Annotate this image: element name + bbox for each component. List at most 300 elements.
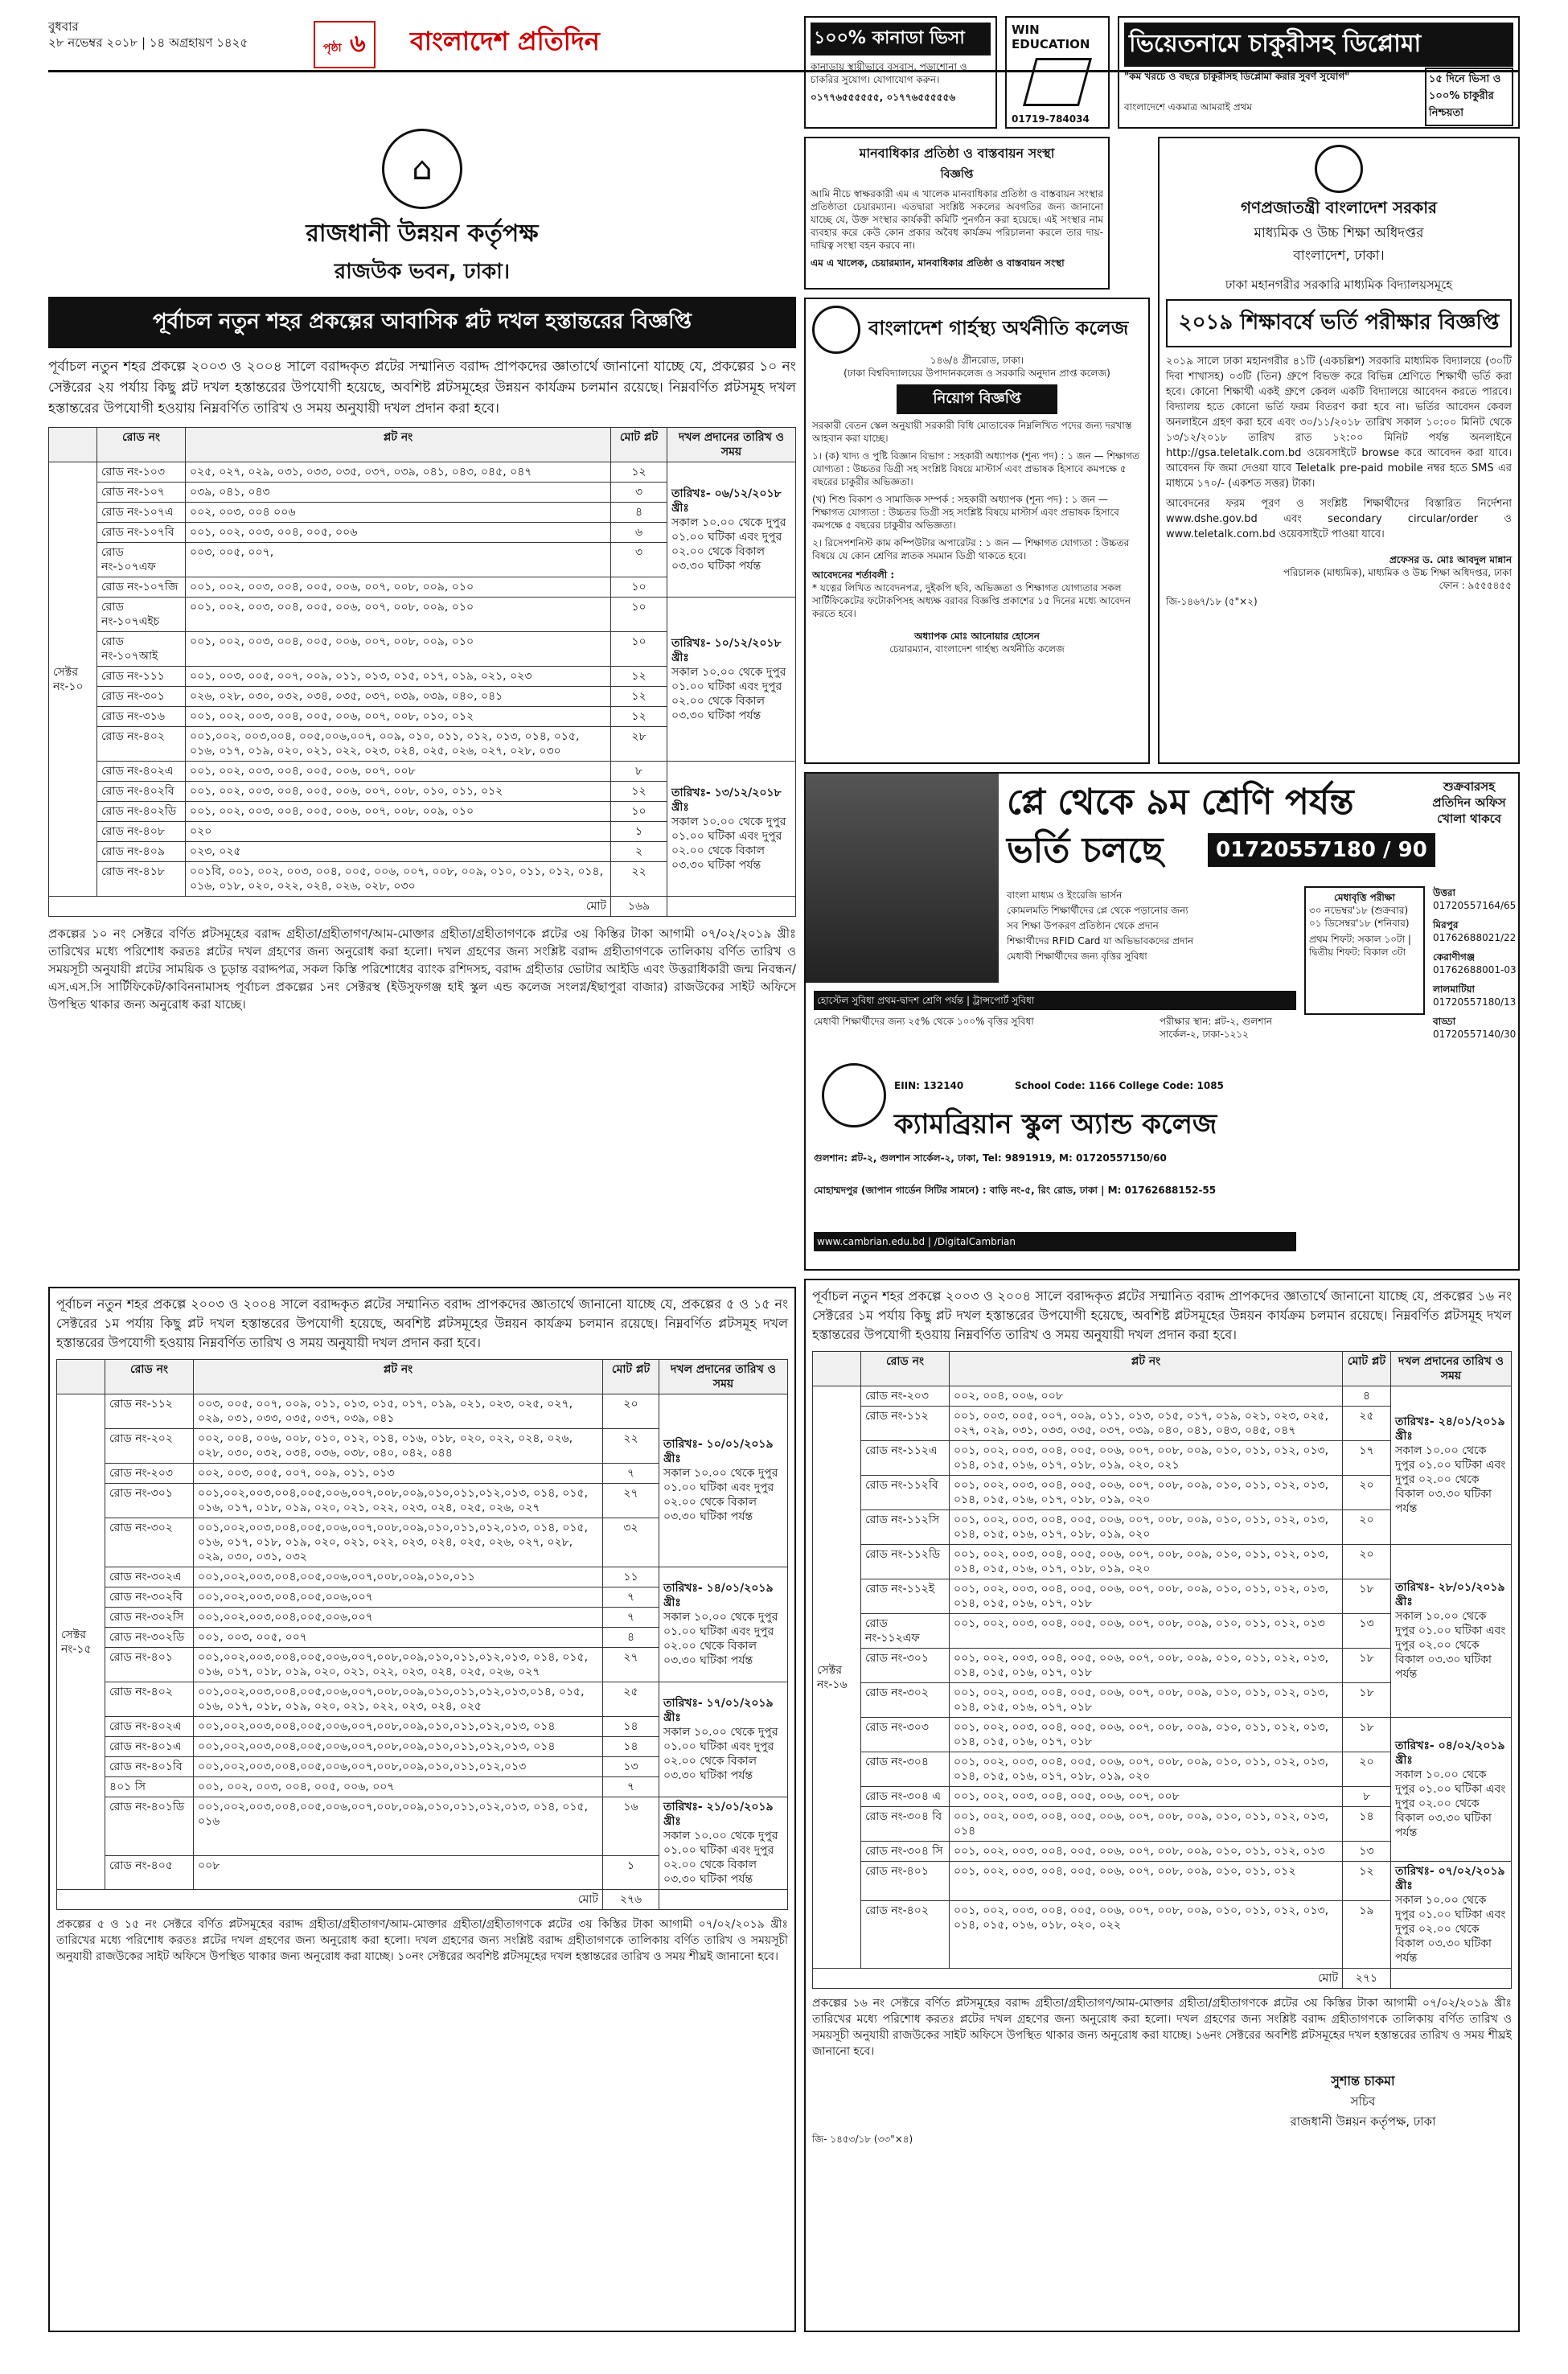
s16-col-plots: প্লট নং (950, 1352, 1343, 1386)
road-cell: রোড নং-২০৩ (105, 1464, 194, 1484)
college-signer-role: চেয়ারম্যান, বাংলাদেশ গার্হস্থ্য অর্থনীতি কলেজ (889, 643, 1065, 655)
branch-area: বাড্ডা (1433, 1016, 1456, 1027)
road-cell: রোড নং-৪০২এ (105, 1717, 194, 1737)
govt-tail: আবেদনের ফরম পূরণ ও সংশ্লিষ্ট শিক্ষার্থীদের বিস্তারিত নির্দেশনা www.dshe.gov.bd এবং secondary circular/order ও www.teletalk.com.bd ওয়েবসাইটে পাওয়া যাবে। (1166, 498, 1512, 540)
sector16-table (812, 1351, 1512, 1989)
govt-role: পরিচালক (মাধ্যমিক), মাধ্যমিক ও উচ্চ শিক্ষা অধিদপ্তর, ঢাকা (1283, 567, 1512, 578)
win-logo-icon (1023, 58, 1092, 106)
road-cell: রোড নং-৪০২বি (97, 782, 186, 802)
total-cell: ২২ (603, 1429, 659, 1464)
sector16-intro: পূর্বাচল নতুন শহর প্রকল্পে ২০০৩ ও ২০০৪ সালে বরাদ্দকৃত প্লটের সম্মানিত বরাদ্দ প্রাপকদের জ্ঞাতার্থে জানানো যাচ্ছে যে, প্রকল্পের ১৬ নং সেক্টরের ১ম পর্যায় কিছু প্লট দখল হস্তান্তরের উপযোগী হয়েছে, অবশিষ্ট প্লটসমূহের উন্নয়ন কার্যক্রম চলমান রয়েছে। নিম্নবর্ণিত প্লটসমূহ দখল হস্তান্তরের উপযোগী হওয়ায় নিম্নবর্ণিত তারিখ ও সময় অনুযায়ী দখল প্রদান করা হবে। (812, 1288, 1512, 1342)
plots-cell: ০০১, ০০৩, ০০৫, ০০৭, ০০৯, ০১১, ০১৩, ০১৫, ০১৭, ০১৯, ০২১, ০২৩ (186, 667, 611, 687)
plots-cell: ০০১, ০০২, ০০৩, ০০৪, ০০৫, ০০৬, ০০৭, ০০৮ (950, 1787, 1343, 1807)
cambrian-scholar: মেধাবী শিক্ষার্থীদের জন্য ২৫% থেকে ১০০% বৃত্তির সুবিধা (814, 1016, 1034, 1027)
total-cell: ১ (611, 822, 667, 842)
signer-role: সচিব (1350, 2094, 1376, 2109)
schedule-cell (659, 1567, 788, 1682)
schedule-time: সকাল ১০.০০ থেকে দুপুর ০১.০০ ঘটিকা এবং দুপুর ০২.০০ থেকে বিকাল ০৩.৩০ ঘটিকা পর্যন্ত (663, 1611, 778, 1667)
road-cell: রোড নং-৩০২ডি (105, 1628, 194, 1648)
road-cell: রোড নং-৩০২এ (105, 1567, 194, 1587)
total-cell: ১২ (611, 462, 667, 483)
schedule-date: তারিখঃ- ১৩/১২/২০১৮ খ্রীঃ (671, 786, 782, 814)
schedule-cell (659, 1682, 788, 1797)
govt-signer: প্রফেসর ড. মোঃ আবদুল মান্নান (1389, 554, 1512, 565)
total-cell: ১০ (611, 598, 667, 632)
plots-cell: ০০১,০০২,০০৩,০০৪,০০৫,০০৬,০০৭ (194, 1587, 603, 1608)
canada-title: ১০০% কানাডা ভিসা (811, 23, 991, 55)
total-cell: ১৪ (603, 1717, 659, 1737)
plots-cell: ০০১,০০২,০০৩,০০৪,০০৫,০০৬,০০৭,০০৮,০০৯,০১০,০১১,০১২,০১৩, ০১৪ (194, 1737, 603, 1757)
road-cell: রোড নং-৪০২ (105, 1682, 194, 1717)
cambrian-venue: পরীক্ষার স্থান: প্লট-২, গুলশান সার্কেল-২, ঢাকা-১২১২ (1160, 1016, 1273, 1040)
plots-cell: ০২০ (186, 822, 611, 842)
schedule-date: তারিখঃ- ১০/১২/২০১৮ খ্রীঃ (671, 636, 782, 664)
plots-cell: ০০১, ০০২, ০০৩, ০০৪, ০০৫, ০০৬, ০০৭ (194, 1777, 603, 1797)
s15-col-plots: প্লট নং (194, 1360, 603, 1394)
govt-emblem-icon (1315, 145, 1363, 193)
plots-cell: ০০১,০০২,০০৩,০০৪,০০৫,০০৬,০০৭,০০৮,০০৯,০১০,০১১,০১২,০১৩, ০১৪, ০১৫, ০১৬, ০১৭, ০১৮, ০১৯, ০২০, ০২১, ০২২, ০২৩, ০২৪, ০২৫, ০২৬, ০২৭ (194, 1484, 603, 1518)
college-item-2: (খ) শিশু বিকাশ ও সামাজিক সম্পর্ক : সহকারী অধ্যাপক (শূন্য পদ) : ১ জন — শিক্ষাগত যোগ্যতা : উচ্চতর ডিগ্রী সহ সংশ্লিষ্ট বিষয়ে মাস্টার্স এবং প্রভাষক হিসাবে কমপক্ষে ৫ বছরের চাকুরীর অভিজ্ঞতা। (812, 494, 1119, 531)
win-brand: WIN EDUCATION (1012, 23, 1090, 51)
cambrian-head2: ভর্তি চলছে (1007, 830, 1164, 871)
plots-cell: ০০১, ০০২, ০০৩, ০০৪, ০০৫, ০০৬, ০০৭, ০০৮, ০০৯, ০১০, ০১১, ০১২, ০১৩, ০১৪, ০১৫, ০১৬, ০১৭, ০১৮ (950, 1718, 1343, 1752)
plots-cell: ০০১,০০২,০০৩,০০৪,০০৫,০০৬,০০৭,০০৮,০০৯,০১০,০১১,০১২,০১৩, ০১৪, ০১৫, ০১৬ (194, 1797, 603, 1856)
schedule-date: তারিখঃ- ২৪/০১/২০১৯ খ্রীঃ (1395, 1415, 1505, 1443)
plots-cell: ০২৫, ০২৭, ০২৯, ০৩১, ০৩৩, ০৩৫, ০৩৭, ০৩৯, ০৪১, ০৪৩, ০৪৫, ০৪৭ (186, 462, 611, 483)
students-photo (806, 774, 999, 983)
total-cell: ৩ (611, 483, 667, 503)
masthead-date: ২৮ নভেম্বর ২০১৮ | ১৪ অগ্রহায়ণ ১৪২৫ (48, 35, 248, 50)
branch-badda (1433, 1015, 1517, 1041)
road-cell: রোড নং-৪০১বি (105, 1757, 194, 1777)
govt-intro: ঢাকা মহানগরীর সরকারি মাধ্যমিক বিদ্যালয়সমূহে (1225, 277, 1453, 292)
total-cell: ১৪ (603, 1737, 659, 1757)
schedule-date: তারিখঃ- ১৭/০১/২০১৯ খ্রীঃ (663, 1697, 774, 1724)
schedule-date: তারিখঃ- ২৮/০১/২০১৯ খ্রীঃ (1395, 1581, 1505, 1608)
s16-col-sector (813, 1352, 861, 1386)
schedule-date: তারিখঃ- ০৪/০২/২০১৯ খ্রীঃ (1395, 1739, 1505, 1767)
total-blank (1391, 1969, 1512, 1989)
total-cell: ১৮ (1343, 1649, 1391, 1683)
hr-sub: বিজ্ঞপ্তি (940, 168, 974, 181)
total-cell: ২০ (1343, 1545, 1391, 1579)
road-cell: রোড নং-৩০৪ সি (861, 1842, 950, 1862)
table-row (813, 1718, 1512, 1752)
table-row (49, 598, 796, 632)
total-cell: ১২ (611, 667, 667, 687)
govt-loc: বাংলাদেশ, ঢাকা। (1293, 248, 1385, 264)
hr-sign: এম এ খালেক, চেয়ারম্যান, মানবাধিকার প্রতিষ্ঠা ও বাস্তবায়ন সংস্থা (811, 257, 1065, 269)
road-cell: রোড নং-৪০১ (105, 1648, 194, 1682)
total-cell: ২২ (611, 862, 667, 897)
total-blank (667, 897, 796, 917)
col-schedule: দখল প্রদানের তারিখ ও সময় (667, 428, 796, 462)
table-row (57, 1682, 788, 1717)
total-cell: ২৮ (611, 727, 667, 762)
road-cell: রোড নং-৩০৪ বি (861, 1807, 950, 1842)
page-no: ৬ (350, 30, 366, 58)
table-row (813, 1386, 1512, 1407)
plots-cell: ০০১, ০০২, ০০৩, ০০৪, ০০৫, ০০৬, ০০৭, ০০৮, ০০৯, ০১০, ০১১, ০১২, ০১৩, ০১৪, ০১৫, ০১৬, ০১৭, ০১৮, ০১৯, ০২০ (950, 1476, 1343, 1510)
total-cell: ২০ (1343, 1476, 1391, 1510)
plots-cell: ০০১, ০০২, ০০৩, ০০৪, ০০৫, ০০৬, ০০৭, ০০৮, ০১০, ০১২ (186, 707, 611, 727)
branch-area: উত্তরা (1433, 887, 1456, 898)
plots-cell: ০০১, ০০২, ০০৩, ০০৪, ০০৫, ০০৬, ০০৭, ০০৮, ০০৯, ০১০, ০১১, ০১২, ০১৩, ০১৪, ০১৫, ০১৬, ০১৭, ০১৮ (950, 1683, 1343, 1718)
page-label: পৃষ্ঠা (323, 42, 342, 55)
cambrian-ad (804, 772, 1520, 1271)
branch-area: মিরপুর (1433, 919, 1459, 930)
college-lead: সরকারী বেতন স্কেল অনুযায়ী সরকারী বিধি মোতাবেক নিম্নলিখিত পদের জন্য দরখাস্ত আহবান করা যাচ্ছে। (812, 420, 1132, 444)
sector15-table (56, 1359, 788, 1910)
rajuk-sector10-notice: প্রকল্পের ১০ নং সেক্টরে বর্ণিত প্লটসমূহের বরাদ্দ গ্রহীতা/গ্রহীতাগণ/আম-মোক্তার গ্রহীতা/গ্রহীতাগণকে প্লটের ৩য় কিস্তির টাকা আগামী ০৭/০২/২০১৯ খ্রীঃ তারিখের মধ্যে পরিশোধ করতঃ প্লটের দখল গ্রহণের জন্য অনুরোধ করা হলো। দখল গ্রহণের জন্য সংশ্লিষ্ট বরাদ্দ গ্রহীতাগণকে তালিকায় বর্ণিত তারিখ ও সময়সূচী অনুযায়ী প্লটের সাময়িক ও চূড়ান্ত বরাদ্দপত্র, সকল কিস্তি পরিশোধের ব্যাংক রশিদসহ, বরাদ্দ গ্রহীতার ভোটার আইডি এবং উত্তরাধিকারী জন্ম নিবন্ধন/এস.এস.সি সার্টিফিকেট/কাবিননামাসহ পূর্বাচল প্রকল্পের ১নং সেক্টরস্থ (ইউসুফগঞ্জ হাই স্কুল এন্ড কলেজ সংলগ্ন/ইছাপুরা বাজার) রাজউকের সাইট অফিসে উপস্থিত থাকার জন্য অনুরোধ করা যাচ্ছে। (48, 926, 796, 1012)
cambrian-hostel: হোস্টেল সুবিধা প্রথম-দ্বাদশ শ্রেণি পর্যন্ত | ট্রান্সপোর্ট সুবিধা (814, 991, 1296, 1010)
s16-col-road: রোড নং (861, 1352, 950, 1386)
branch-lalmatia (1433, 983, 1517, 1008)
total-label: মোট (57, 1890, 603, 1910)
total-cell: ৭ (603, 1608, 659, 1628)
road-cell: রোড নং-২০৩ (861, 1386, 950, 1407)
sector-cell: সেক্টর নং-১৬ (813, 1386, 861, 1969)
plots-cell: ০০১, ০০২, ০০৩, ০০৪, ০০৫, ০০৬, ০০৭, ০০৮, ০০৯, ০১০, ০১১, ০১২, ০১৩, ০১৪, ০১৫, ০১৬, ০১৭, ০১৮ (950, 1579, 1343, 1614)
cambrian-side: শুক্রবারসহ প্রতিদিন অফিস খোলা থাকবে (1432, 779, 1506, 826)
road-cell: রোড নং-৩০১ (105, 1484, 194, 1518)
plots-cell: ০০২, ০০৩, ০০৫, ০০৭, ০০৯, ০১১, ০১৩ (194, 1464, 603, 1484)
feature-3: সব শিক্ষা উপকরণ প্রতিষ্ঠান থেকে প্রদান (1007, 920, 1159, 931)
plots-cell: ০০১, ০০২, ০০৩, ০০৪, ০০৫, ০০৬, ০০৭, ০০৮, ০১০, ০১১, ০১২ (186, 782, 611, 802)
total-blank (659, 1890, 788, 1910)
college-notice-title: নিয়োগ বিজ্ঞপ্তি (897, 384, 1057, 414)
feature-4: শিক্ষার্থীদের RFID Card যা অভিভাবকদের প্রদান (1007, 935, 1194, 947)
road-cell: রোড নং-৪০১এ (105, 1737, 194, 1757)
branch-keraniganj (1433, 951, 1517, 976)
total-cell: ২০ (1343, 1510, 1391, 1545)
road-cell: ৪০১ সি (105, 1777, 194, 1797)
total-cell: ১২ (611, 687, 667, 707)
rajuk-intro: পূর্বাচল নতুন শহর প্রকল্পে ২০০৩ ও ২০০৪ সালে বরাদ্দকৃত প্লটের সম্মানিত বরাদ্দ প্রাপকদের জ্ঞাতার্থে জানানো যাচ্ছে যে, প্রকল্পের ১০ নং সেক্টরের ২য় পর্যায় কিছু প্লট দখল হস্তান্তরের উপযোগী হয়েছে, অবশিষ্ট প্লটসমূহের উন্নয়ন কার্যক্রম চলমান রয়েছে। নিম্নবর্ণিত প্লটসমূহ দখল হস্তান্তরের উপযোগী হওয়ায় নিম্নবর্ণিত তারিখ ও সময় অনুযায়ী দখল প্রদান করা হবে। (48, 359, 796, 417)
plots-cell: ০০১, ০০২, ০০৩, ০০৪, ০০৫, ০০৬, ০০৭, ০০৮, ০০৯, ০১০, ০১১, ০১২, ০১৩, ০১৪, ০১৫, ০১৬, ০১৭, ০১৮, ০১৯, ০২০ (950, 1545, 1343, 1579)
page-number (314, 21, 376, 68)
total-row (813, 1969, 1512, 1989)
total-value: ২৭৬ (603, 1890, 659, 1910)
plots-cell: ০০১, ০০৩, ০০৫, ০০৭, ০০৯, ০১১, ০১৩, ০১৫, ০১৭, ০১৯, ০২১, ০২৩, ০২৫, ০২৭, ০২৯, ০৩১, ০৩৩, ০৩৫, ০৩৭, ০৩৯, ০৪০, ০৪১, ০৪৩, ০৪৫, ০৪৭ (950, 1407, 1343, 1441)
road-cell: রোড নং-৩০৪ (861, 1752, 950, 1787)
total-cell: ৮ (1343, 1787, 1391, 1807)
total-cell: ২০ (603, 1394, 659, 1429)
road-cell: রোড নং-১০৭এফ (97, 543, 186, 577)
table-row (49, 762, 796, 782)
total-value: ১৬৯ (611, 897, 667, 917)
total-cell: ১০ (611, 802, 667, 822)
plots-cell: ০০১, ০০২, ০০৩, ০০৪, ০০৫, ০০৬ (186, 523, 611, 543)
table-row (57, 1567, 788, 1587)
s15-col-schedule: দখল প্রদানের তারিখ ও সময় (659, 1360, 788, 1394)
schedule-time: সকাল ১০.০০ থেকে দুপুর ০১.০০ ঘটিকা এবং দুপুর ০২.০০ থেকে বিকাল ০৩.৩০ ঘটিকা পর্যন্ত (1395, 1894, 1506, 1965)
sector10-table (48, 427, 796, 917)
col-sector (49, 428, 97, 462)
total-cell: ৩ (611, 543, 667, 577)
branch-phone: 01720557180/13 (1433, 996, 1517, 1008)
plots-cell: ০০৩, ০০৫, ০০৭, (186, 543, 611, 577)
plots-cell: ০০২, ০০৩, ০০৪ ০০৬ (186, 503, 611, 523)
cambrian-logo-icon (822, 1063, 886, 1127)
merit-box (1304, 886, 1425, 1015)
signer-name: সুশান্ত চাকমা (1331, 2073, 1395, 2089)
branch-mirpur (1433, 918, 1517, 944)
schedule-date: তারিখঃ- ০৭/০২/২০১৯ খ্রীঃ (1395, 1865, 1505, 1892)
road-cell: রোড নং-৪০২এ (97, 762, 186, 782)
road-cell: রোড নং-৪০২ (97, 727, 186, 762)
total-cell: ৪ (611, 503, 667, 523)
schedule-time: সকাল ১০.০০ থেকে দুপুর ০১.০০ ঘটিকা এবং দুপুর ০২.০০ থেকে বিকাল ০৩.৩০ ঘটিকা পর্যন্ত (1395, 1768, 1506, 1839)
signer-org: রাজধানী উন্নয়ন কর্তৃপক্ষ, ঢাকা (1290, 2114, 1436, 2129)
road-cell: রোড নং-১০৭আই (97, 632, 186, 667)
cambrian-branches (1433, 886, 1517, 1041)
cambrian-features (1007, 886, 1296, 965)
college-name: বাংলাদেশ গার্হস্থ্য অর্থনীতি কলেজ (868, 317, 1129, 339)
college-addr: ১৪৬/৪ গ্রীনরোড, ঢাকা। (930, 355, 1024, 366)
total-label: মোট (49, 897, 611, 917)
total-row (57, 1890, 788, 1910)
rajuk-address: রাজউক ভবন, ঢাকা। (334, 260, 511, 284)
rajuk-notice-sector10 (48, 129, 796, 1271)
total-cell: ১০ (611, 632, 667, 667)
college-item-1: ১। (ক) খাদ্য ও পুষ্টি বিজ্ঞান বিভাগ : সহকারী অধ্যাপক (শূন্য পদ) : ১ জন — শিক্ষাগত যোগ্যতা : উচ্চতর ডিগ্রী সহ সংশ্লিষ্ট বিষয়ে মাস্টার্স এবং প্রভাষক হিসাবে কমপক্ষে ৫ বছরের চাকুরীর অভিজ্ঞতা। (812, 450, 1139, 487)
feature-5: মেধাবী শিক্ষার্থীদের জন্য বৃত্তির সুবিধা (1007, 951, 1147, 962)
cambrian-addr1: গুলশান: প্লট-২, গুলশান সার্কেল-২, ঢাকা, Tel: 9891919, M: 01720557150/60 (814, 1152, 1167, 1164)
masthead-day: বুধবার (48, 19, 79, 34)
branch-uttara (1433, 886, 1517, 912)
road-cell: রোড নং-২০২ (105, 1429, 194, 1464)
col-plots: প্লট নং (186, 428, 611, 462)
college-terms: * যত্নের লিখিত আবেদনপত্র, দুইকপি ছবি, অভিজ্ঞতা ও শিক্ষাগত যোগ্যতার সকল সার্টিফিকেটের ফটোকপিসহ অধ্যক্ষ বরাবর বিজ্ঞপ্তি প্রকাশের ১৫ দিনের মধ্যে আবেদন করতে হবে। (812, 582, 1131, 619)
road-cell: রোড নং-১০৭জি (97, 577, 186, 598)
road-cell: রোড নং-৩০১ (97, 687, 186, 707)
rajuk-notice-sector16 (804, 1279, 1520, 2332)
sector15-notice: প্রকল্পের ৫ ও ১৫ নং সেক্টরে বর্ণিত প্লটসমূহের বরাদ্দ গ্রহীতা/গ্রহীতাগণ/আম-মোক্তার গ্রহীতা/গ্রহীতাগণকে প্লটের ৩য় কিস্তির টাকা আগামী ০৭/০২/২০১৯ খ্রীঃ তারিখের মধ্যে পরিশোধ করতঃ প্লটের দখল গ্রহণের জন্য অনুরোধ করা হলো। দখল গ্রহণের জন্য সংশ্লিষ্ট বরাদ্দ গ্রহীতাগণকে তালিকায় বর্ণিত তারিখ ও সময়সূচী অনুযায়ী রাজউকের সাইট অফিসে উপস্থিত থাকার জন্য অনুরোধ করা যাচ্ছে। ১০নং সেক্টরের অবশিষ্ট প্লটসমূহের দখল হস্তান্তরের তারিখ ও সময় শীঘ্রই জানানো হবে। (56, 1918, 788, 1963)
total-cell: ৮ (611, 762, 667, 782)
vietnam-badge: ১৫ দিনে ভিসা ও ১০০% চাকুরীর নিশ্চয়তা (1425, 68, 1513, 126)
total-cell: ৭ (603, 1587, 659, 1608)
canada-ad (804, 16, 997, 129)
schedule-time: সকাল ১০.০০ থেকে দুপুর ০১.০০ ঘটিকা এবং দুপুর ০২.০০ থেকে বিকাল ০৩.৩০ ঘটিকা পর্যন্ত (1395, 1610, 1506, 1681)
schedule-cell (1391, 1862, 1512, 1969)
total-cell: ১৩ (1343, 1842, 1391, 1862)
total-cell: ১২ (611, 782, 667, 802)
plots-cell: ০০১, ০০২, ০০৩, ০০৪, ০০৫, ০০৬, ০০৭, ০০৮, ০০৯, ০১০, ০১১, ০১২ (950, 1862, 1343, 1901)
human-rights-ad (804, 137, 1110, 290)
plots-cell: ০০১বি, ০০১, ০০২, ০০৩, ০০৪, ০০৫, ০০৬, ০০৭, ০০৮, ০০৯, ০১০, ০১১, ০১২, ০১৪, ০১৬, ০১৮, ০২০, ০২২, ০২৪, ০২৬, ০২৮, ০৩০ (186, 862, 611, 897)
plots-cell: ০০১, ০০২, ০০৩, ০০৪, ০০৫, ০০৬, ০০৭, ০০৮, ০০৯, ০১০ (186, 802, 611, 822)
canada-phone: ০১৭৭৬৫৫৫৫৫৫, ০১৭৭৬৫৫৫৫৫৬ (811, 92, 956, 103)
col-road: রোড নং (97, 428, 186, 462)
plots-cell: ০০১, ০০২, ০০৩, ০০৪, ০০৫, ০০৬, ০০৭, ০০৮, ০০৯, ০১০, ০১১, ০১২, ০১৩, ০১৪, ০১৫, ০১৬, ০১৭, ০১৮, ০১৯, ০২০ (950, 1752, 1343, 1787)
college-signer: অধ্যাপক মোঃ আনোয়ার হোসেন (914, 630, 1040, 642)
schedule-time: সকাল ১০.০০ থেকে দুপুর ০১.০০ ঘটিকা এবং দুপুর ০২.০০ থেকে বিকাল ০৩.৩০ ঘটিকা পর্যন্ত (663, 1467, 778, 1523)
schedule-date: তারিখঃ- ০৬/১২/২০১৮ খ্রীঃ (671, 487, 782, 515)
branch-phone: 01720557140/30 (1433, 1029, 1517, 1040)
total-row (49, 897, 796, 917)
road-cell: রোড নং-১১২বি (861, 1476, 950, 1510)
road-cell: রোড নং-৩১৬ (97, 707, 186, 727)
cambrian-codes: School Code: 1166 College Code: 1085 (1015, 1080, 1224, 1091)
merit-date-2: ০১ ডিসেম্বর'১৮ (শনিবার) (1309, 918, 1410, 929)
schedule-cell (667, 598, 796, 762)
feature-1: বাংলা মাধ্যম ও ইংরেজি ভার্সন (1007, 889, 1123, 901)
schedule-date: তারিখঃ- ১৪/০১/২০১৯ খ্রীঃ (663, 1582, 774, 1609)
s15-col-sector (57, 1360, 105, 1394)
plots-cell: ০০১,০০২,০০৩,০০৪,০০৫,০০৬,০০৭,০০৮,০০৯,০১০,০১১,০১২,০১৩ (194, 1757, 603, 1777)
plots-cell: ০০১, ০০৩, ০০৫, ০০৭ (194, 1628, 603, 1648)
s16-col-schedule: দখল প্রদানের তারিখ ও সময় (1391, 1352, 1512, 1386)
road-cell: রোড নং-৩০২ (105, 1518, 194, 1567)
plots-cell: ০০১, ০০২, ০০৩, ০০৪, ০০৫, ০০৬, ০০৭, ০০৮, ০০৯, ০১০, ০১১, ০১২, ০১৩ (950, 1614, 1343, 1649)
cambrian-name: ক্যামব্রিয়ান স্কুল অ্যান্ড কলেজ (894, 1108, 1217, 1140)
road-cell: রোড নং-৪০৮ (97, 822, 186, 842)
schedule-cell (1391, 1545, 1512, 1718)
plots-cell: ০০১,০০২,০০৩,০০৪,০০৫,০০৬,০০৭,০০৮,০০৯,০১০,০১১,০১২,০১৩,০১৪, ০১৫, ০১৬, ০১৭, ০১৮, ০১৯, ০২০, ০২১, ০২২, ০২৩, ০২৪, ০২৫ (194, 1682, 603, 1717)
table-row (57, 1797, 788, 1856)
plots-cell: ০৩৯, ০৪১, ০৪৩ (186, 483, 611, 503)
road-cell: রোড নং-৪০২ (861, 1900, 950, 1968)
road-cell: রোড নং-৩০১ (861, 1649, 950, 1683)
branch-area: কেরাণীগঞ্জ (1433, 951, 1476, 963)
branch-phone: 01762688001-03 (1433, 964, 1517, 975)
rajuk-headline: পূর্বাচল নতুন শহর প্রকল্পের আবাসিক প্লট দখল হস্তান্তরের বিজ্ঞপ্তি (48, 297, 796, 348)
road-cell: রোড নং-৪১৮ (97, 862, 186, 897)
plots-cell: ০০১, ০০২, ০০৩, ০০৪, ০০৫, ০০৬, ০০৭, ০০৮, ০০৯, ০১০, ০১১, ০১২, ০১৩, ০১৪, ০১৫, ০১৬, ০১৭, ০১৮, ০১৯, ০২০ (950, 1510, 1343, 1545)
plots-cell: ০০১, ০০২, ০০৩, ০০৪, ০০৫, ০০৬, ০০৭, ০০৮, ০০৯, ০১০ (186, 598, 611, 632)
plots-cell: ০২৩, ০২৫ (186, 842, 611, 862)
schedule-cell (667, 462, 796, 598)
s15-col-road: রোড নং (105, 1360, 194, 1394)
govt-dept: মাধ্যমিক ও উচ্চ শিক্ষা অধিদপ্তর (1254, 225, 1424, 241)
sector16-notice: প্রকল্পের ১৬ নং সেক্টরে বর্ণিত প্লটসমূহের বরাদ্দ গ্রহীতা/গ্রহীতাগণ/আম-মোক্তার গ্রহীতা/গ্রহীতাগণকে প্লটের ৩য় কিস্তির টাকা আগামী ০৭/০২/২০১৯ খ্রীঃ তারিখের মধ্যে পরিশোধ করতঃ প্লটের দখল গ্রহণের জন্য অনুরোধ করা হলো। দখল গ্রহণের জন্য সংশ্লিষ্ট বরাদ্দ গ্রহীতাগণকে তালিকায় বর্ণিত তারিখ ও সময়সূচী অনুযায়ী রাজউকের সাইট অফিসে উপস্থিত থাকার জন্য অনুরোধ করা যাচ্ছে। ১৬নং সেক্টরের অবশিষ্ট প্লটসমূহের দখল হস্তান্তরের তারিখ ও সময় শীঘ্রই জানানো হবে। (812, 1997, 1512, 2058)
road-cell: রোড নং-১০৭ (97, 483, 186, 503)
total-cell: ১ (603, 1855, 659, 1889)
road-cell: রোড নং-১১২ই (861, 1579, 950, 1614)
road-cell: রোড নং-৩০২ (861, 1683, 950, 1718)
total-cell: ১৮ (1343, 1579, 1391, 1614)
total-value: ২৭১ (1343, 1969, 1391, 1989)
govt-body: ২০১৯ সালে ঢাকা মহানগরীর ৪১টি (একচল্লিশ) সরকারি মাধ্যমিক বিদ্যালয়ে (৩০টি দিবা শাখাসহ) ০৩টি (তিন) গ্রুপে বিভক্ত করে বিভিন্ন শ্রেণিতে শিক্ষার্থী ভর্তি করা হবে। কোনো শিক্ষার্থী একই গ্রুপে কেবল একটি বিদ্যালয়ে আবেদন করতে পারবে। বিদ্যালয় হতে কোনো ভর্তি ফরম বিতরণ করা হবে না। ভর্তির আবেদন কেবল অনলাইনে গ্রহণ করা হবে এবং ৩০/১১/২০১৮ তারিখ সকাল ১০:০০ মিনিট থেকে ১৩/১২/২০১৮ তারিখ রাত ১২:০০ মিনিট পর্যন্ত অনলাইনে http://gsa.teletalk.com.bd ওয়েবসাইটে browse করে আবেদন করা যাবে। আবেদন ফি জমা দেওয়া যাবে Teletalk pre-paid mobile নম্বর হতে SMS এর মাধ্যমে ১৭০/- (একশত সত্তর) টাকা। (1166, 355, 1512, 490)
table-row (49, 462, 796, 483)
schedule-time: সকাল ১০.০০ থেকে দুপুর ০১.০০ ঘটিকা এবং দুপুর ০২.০০ থেকে বিকাল ০৩.৩০ ঘটিকা পর্যন্ত (663, 1726, 778, 1782)
govt-admission-ad (1158, 137, 1520, 764)
total-cell: ২৭ (603, 1484, 659, 1518)
total-cell: ১৪ (1343, 1807, 1391, 1842)
branch-phone: 01720557164/65 (1433, 900, 1517, 911)
road-cell: রোড নং-১১২ (105, 1394, 194, 1429)
total-cell: ৩২ (603, 1518, 659, 1567)
total-cell: ২০ (1343, 1752, 1391, 1787)
schedule-time: সকাল ১০.০০ থেকে দুপুর ০১.০০ ঘটিকা এবং দুপুর ০২.০০ থেকে বিকাল ০৩.৩০ ঘটিকা পর্যন্ত (671, 815, 786, 872)
total-cell: ১৮ (1343, 1683, 1391, 1718)
rajuk-notice-sector15 (48, 1287, 796, 2332)
canada-body: কানাডায় স্থায়ীভাবে বসবাস, পড়াশোনা ও চাকরির সুযোগ। যোগাযোগ করুন। (811, 61, 967, 85)
plots-cell: ০০২, ০০৪, ০০৬, ০০৮ (950, 1386, 1343, 1407)
road-cell: রোড নং-১১২এ (861, 1441, 950, 1476)
table-row (57, 1394, 788, 1429)
plots-cell: ০০১,০০২,০০৩,০০৪,০০৫,০০৬,০০৭,০০৮,০০৯,০১০,০১১,০১২,০১৩, ০১৪, ০১৫, ০১৬, ০১৭, ০১৮, ০১৯, ০২০, ০২১, ০২২, ০২৩, ০২৪, ০২৫, ০২৬, ০২৭, ০২৮, ০২৯, ০৩০, ০৩১, ০৩২ (194, 1518, 603, 1567)
cambrian-head1: প্লে থেকে ৯ম শ্রেণি পর্যন্ত (1007, 782, 1354, 823)
road-cell: রোড নং-১১১ (97, 667, 186, 687)
plots-cell: ০০১,০০২,০০৩,০০৪,০০৫,০০৬,০০৭,০০৮,০০৯,০১০,০১১ (194, 1567, 603, 1587)
plots-cell: ০০১,০০২,০০৩,০০৪,০০৫,০০৬,০০৭,০০৮,০০৯,০১০,০১১,০১২,০১৩, ০১৪ (194, 1717, 603, 1737)
college-logo-icon (812, 306, 860, 354)
sector15-intro: পূর্বাচল নতুন শহর প্রকল্পে ২০০৩ ও ২০০৪ সালে বরাদ্দকৃত প্লটের সম্মানিত বরাদ্দ প্রাপকদের জ্ঞাতার্থে জানানো যাচ্ছে যে, প্রকল্পের ৫ ও ১৫ নং সেক্টরের ১ম পর্যায় কিছু প্লট দখল হস্তান্তরের উপযোগী হয়েছে, অবশিষ্ট প্লটসমূহের উন্নয়ন কার্যক্রম চলমান রয়েছে। নিম্নবর্ণিত প্লটসমূহ দখল হস্তান্তরের উপযোগী হওয়ায় নিম্নবর্ণিত তারিখ ও সময় অনুযায়ী দখল প্রদান করা হবে। (56, 1296, 788, 1350)
total-cell: ৭ (603, 1777, 659, 1797)
merit-date-1: ৩০ নভেম্বর'১৮ (শুক্রবার) (1309, 905, 1409, 916)
schedule-time: সকাল ১০.০০ থেকে দুপুর ০১.০০ ঘটিকা এবং দুপুর ০২.০০ থেকে বিকাল ০৩.৩০ ঘটিকা পর্যন্ত (671, 665, 786, 722)
rajuk-org: রাজধানী উন্নয়ন কর্তৃপক্ষ (306, 220, 539, 248)
road-cell: রোড নং-১০৭এ (97, 503, 186, 523)
plots-cell: ০০১,০০২,০০৩,০০৪,০০৫,০০৬,০০৭ (194, 1608, 603, 1628)
road-cell: রোড নং-১০৭এইচ (97, 598, 186, 632)
road-cell: রোড নং-১১২ (861, 1407, 950, 1441)
plots-cell: ০০১, ০০২, ০০৩, ০০৪, ০০৫, ০০৬, ০০৭, ০০৮ (186, 762, 611, 782)
college-terms-title: আবেদনের শর্তাবলী : (812, 569, 895, 581)
govt-ref: জি-১৪৬৭/১৮ (৫"×২) (1166, 596, 1258, 607)
road-cell: রোড নং-১০৭বি (97, 523, 186, 543)
schedule-cell (667, 762, 796, 897)
plots-cell: ০০১, ০০২, ০০৩, ০০৪, ০০৫, ০০৬, ০০৭, ০০৮, ০০৯, ০১০, ০১১, ০১২, ০১৩, ০১৪, ০১৫, ০১৬, ০১৭, ০১৮ (950, 1649, 1343, 1683)
total-cell: ৭ (603, 1464, 659, 1484)
govt-headline: ২০১৯ শিক্ষাবর্ষে ভর্তি পরীক্ষার বিজ্ঞপ্তি (1166, 299, 1512, 347)
plots-cell: ০০৩, ০০৫, ০০৭, ০০৯, ০১১, ০১৩, ০১৫, ০১৭, ০১৯, ০২১, ০২৩, ০২৫, ০২৭, ০২৯, ০৩১, ০৩৩, ০৩৫, ০৩৭, ০৩৯, ০৪১ (194, 1394, 603, 1429)
win-education-ad (1005, 16, 1110, 129)
plots-cell: ০০১, ০০২, ০০৩, ০০৪, ০০৫, ০০৬, ০০৭, ০০৮, ০০৯, ০১০, ০১১, ০১২, ০১৩, ০১৪ (950, 1807, 1343, 1842)
cambrian-addr2: মোহাম্মদপুর (জাপান গার্ডেন সিটির সামনে) : বাড়ি নং-৫, রিং রোড, ঢাকা | M: 01762688152-55 (814, 1185, 1217, 1196)
s16-col-total: মোট প্লট (1343, 1352, 1391, 1386)
govt-title: গণপ্রজাতন্ত্রী বাংলাদেশ সরকার (1241, 198, 1437, 217)
sector-cell: সেক্টর নং-১৫ (57, 1394, 105, 1890)
total-cell: ২৫ (603, 1682, 659, 1717)
road-cell: রোড নং-১১২সি (861, 1510, 950, 1545)
road-cell: রোড নং-৩০২সি (105, 1608, 194, 1628)
road-cell: রোড নং-৪০২ডি (97, 802, 186, 822)
sector-cell: সেক্টর নং-১০ (49, 462, 97, 897)
sector16-ref: জি- ১৪৫৩/১৮ (৩৩"×৪) (812, 2134, 913, 2145)
schedule-time: সকাল ১০.০০ থেকে দুপুর ০১.০০ ঘটিকা এবং দুপুর ০২.০০ থেকে বিকাল ০৩.৩০ ঘটিকা পর্যন্ত (1395, 1444, 1506, 1515)
schedule-time: সকাল ১০.০০ থেকে দুপুর ০১.০০ ঘটিকা এবং দুপুর ০২.০০ থেকে বিকাল ০৩.৩০ ঘটিকা পর্যন্ত (663, 1830, 778, 1886)
plots-cell: ০০১, ০০২, ০০৩, ০০৪, ০০৫, ০০৬, ০০৭, ০০৮, ০০৯, ০১০ (186, 632, 611, 667)
total-cell: ১৬ (603, 1797, 659, 1856)
road-cell: রোড নং-৩০২বি (105, 1587, 194, 1608)
feature-2: কোমলমতি শিক্ষার্থীদের প্লে থেকে পড়ানোর জন্য (1007, 905, 1188, 916)
total-cell: ১৮ (1343, 1718, 1391, 1752)
table-row (813, 1545, 1512, 1579)
college-item-3: ২। রিসেপশনিস্ট কাম কম্পিউটার অপারেটর : ১ জন — শিক্ষাগত যোগ্যতা : উচ্চতর বিষয়ে যে কোন শ্রেণির স্নাতক সমমান ডিগ্রী থাকতে হবে। (812, 537, 1130, 561)
total-cell: ২ (611, 842, 667, 862)
plots-cell: ০০১, ০০২, ০০৩, ০০৪, ০০৫, ০০৬, ০০৭, ০০৮, ০০৯, ০১০, ০১১, ০১২, ০১৩ (950, 1842, 1343, 1862)
college-affil: (ঢাকা বিশ্ববিদ্যালয়ের উপাদানকলেজ ও সরকারি অনুদান প্রাপ্ত কলেজ) (844, 368, 1110, 379)
branch-area: লালমাটিয়া (1433, 984, 1476, 995)
road-cell: রোড নং-৪০৫ (105, 1855, 194, 1889)
total-cell: ১৯ (1343, 1900, 1391, 1968)
total-cell: ১৭ (1343, 1441, 1391, 1476)
total-cell: ৬ (611, 523, 667, 543)
plots-cell: ০২৬, ০২৮, ০৩০, ০৩২, ০৩৪, ০৩৫, ০৩৭, ০৩৯, ০৩৯, ০৪০, ০৪১ (186, 687, 611, 707)
schedule-date: তারিখঃ- ১০/০১/২০১৯ খ্রীঃ (663, 1438, 774, 1465)
schedule-time: সকাল ১০.০০ থেকে দুপুর ০১.০০ ঘটিকা এবং দুপুর ০২.০০ থেকে বিকাল ০৩.৩০ ঘটিকা পর্যন্ত (671, 515, 786, 573)
vietnam-ad (1118, 16, 1520, 129)
total-label: মোট (813, 1969, 1343, 1989)
road-cell: রোড নং-১০৩ (97, 462, 186, 483)
schedule-cell (1391, 1718, 1512, 1862)
branch-phone: 01762688021/22 (1433, 932, 1517, 943)
table-row (813, 1862, 1512, 1901)
road-cell: রোড নং-৩০৩ (861, 1718, 950, 1752)
